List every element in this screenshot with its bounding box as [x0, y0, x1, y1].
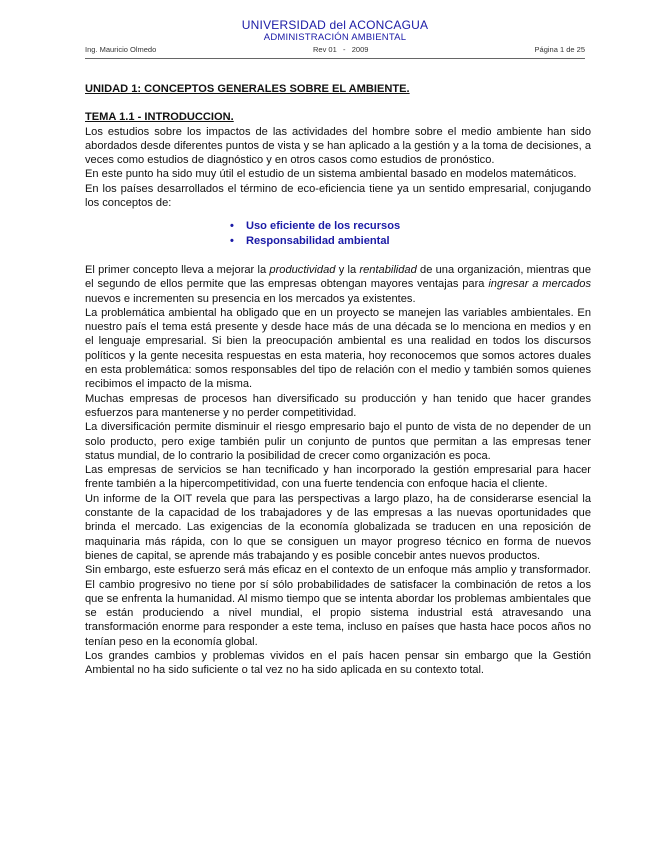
page-header [85, 18, 585, 59]
unit-title: UNIDAD 1: CONCEPTOS GENERALES SOBRE EL AMBIENTE. [85, 83, 410, 95]
concepts-list [85, 219, 591, 248]
paragraph-informe-oit: Un informe de la OIT revela que para las perspectivas a largo plazo, ha de considerarse esencial la constante de la capacidad de los trabajadores y de las empresas a las nuevas oportunidades que brinda el mercado. Las exigencias de la economía globalizada se traducen en una reposición de maquinaria más rápida, con lo que se consiguen un mayor progreso técnico en forma de nuevos bienes de capital, se aprende más trabajando y es posible concebir antes nuevos productos. [85, 492, 591, 562]
list-item [230, 234, 591, 248]
intro-paragraph-3: En los países desarrollados el término de eco-eficiencia tiene ya un sentido empresarial, conjugando los conceptos de: [85, 182, 591, 210]
text-run: y la [335, 263, 360, 276]
paragraph-empresas-procesos: Muchas empresas de procesos han diversificado su producción y han tenido que hacer grandes esfuerzos para mantenerse y no perder competitividad. [85, 392, 591, 419]
revision-info: Rev 01 - 2009 [313, 45, 369, 54]
intro-paragraph-1: Los estudios sobre los impactos de las actividades del hombre sobre el medio ambiente han sido abordados desde diferentes puntos de vista y se han aplicado a la gestión y a la toma de decisiones, a veces como estudios de diagnóstico y en otros casos como estudios de pronóstico. [85, 125, 591, 167]
emphasis-ingresar-mercados: ingresar a mercados [488, 278, 591, 291]
paragraph-diversificacion: La diversificación permite disminuir el riesgo empresario bajo el punto de vista de no depender de un solo producto, pero exige también pulir un conjunto de puntos que permitan a las empresas tener status mundial, de lo contrario la posibilidad de crecer como organización es poca. [85, 421, 591, 462]
department-name: ADMINISTRACIÓN AMBIENTAL [263, 32, 407, 43]
paragraph-grandes-cambios: Los grandes cambios y problemas vividos en el país hacen pensar sin embargo que la Gestión Ambiental no ha sido suficiente o tal vez no ha sido aplicada en su contexto total. [85, 649, 591, 677]
paragraph-sin-embargo: Sin embargo, este esfuerzo será más eficaz en el contexto de un enfoque más amplio y transformador. El cambio progresivo no tiene por sí sólo probabilidades de satisfacer la combinación de retos a los que se enfrenta la humanidad. Al mismo tiempo que se intenta abordar los problemas ambientales que se están produciendo a nivel mundial, el propio sistema industrial está atravesando una transformación enorme para responder a este tema, incluso en países que hasta hace pocos años no tenían peso en la economía global. [85, 564, 591, 648]
emphasis-rentabilidad: rentabilidad [359, 263, 417, 276]
intro-paragraph-2: En este punto ha sido muy útil el estudio de un sistema ambiental basado en modelos matemáticos. [85, 168, 577, 181]
document-body [85, 82, 591, 678]
author-name: Ing. Mauricio Olmedo [85, 45, 157, 54]
header-meta-row [85, 45, 585, 57]
university-name: UNIVERSIDAD del ACONCAGUA [241, 18, 429, 32]
header-divider [85, 58, 585, 59]
bullet-icon: • [230, 220, 234, 233]
paragraph-problematica: La problemática ambiental ha obligado que en un proyecto se manejen las variables ambientales. En nuestro país el tema está presente y desde hace más de una década se lo menciona en medios y en el lenguaje empresarial. Si bien la preocupación ambiental es una realidad en todos los discursos políticos y la gente necesita respuestas en esta materia, hoy reconocemos que somos actores duales en esta problemática: somos responsables del tipo de relación con el medio y también somos quienes recibimos el impacto de la misma. [85, 306, 591, 391]
bullet-icon: • [230, 234, 234, 247]
paragraph-empresas-servicios: Las empresas de servicios se han tecnificado y han incorporado la gestión empresarial para hacer frente también a la hipercompetitividad, con una fuerte tendencia con enfoque hacia el cliente. [85, 464, 591, 491]
emphasis-productividad: productividad [269, 263, 336, 276]
text-run: El primer concepto lleva a mejorar la [85, 263, 270, 276]
paragraph-concepts [85, 263, 591, 306]
list-item-text: Responsabilidad ambiental [246, 234, 390, 247]
text-run: nuevos e incrementen su presencia en los mercados ya existentes. [85, 292, 416, 305]
text-run: de una organización, mientras que el segundo de ellos permite que las empresas obtengan mayores ventajas para [85, 263, 591, 291]
list-item-text: Uso eficiente de los recursos [246, 220, 401, 233]
list-item [230, 219, 591, 233]
page-number: Página 1 de 25 [534, 45, 585, 54]
topic-title: TEMA 1.1 - INTRODUCCION. [85, 111, 234, 124]
